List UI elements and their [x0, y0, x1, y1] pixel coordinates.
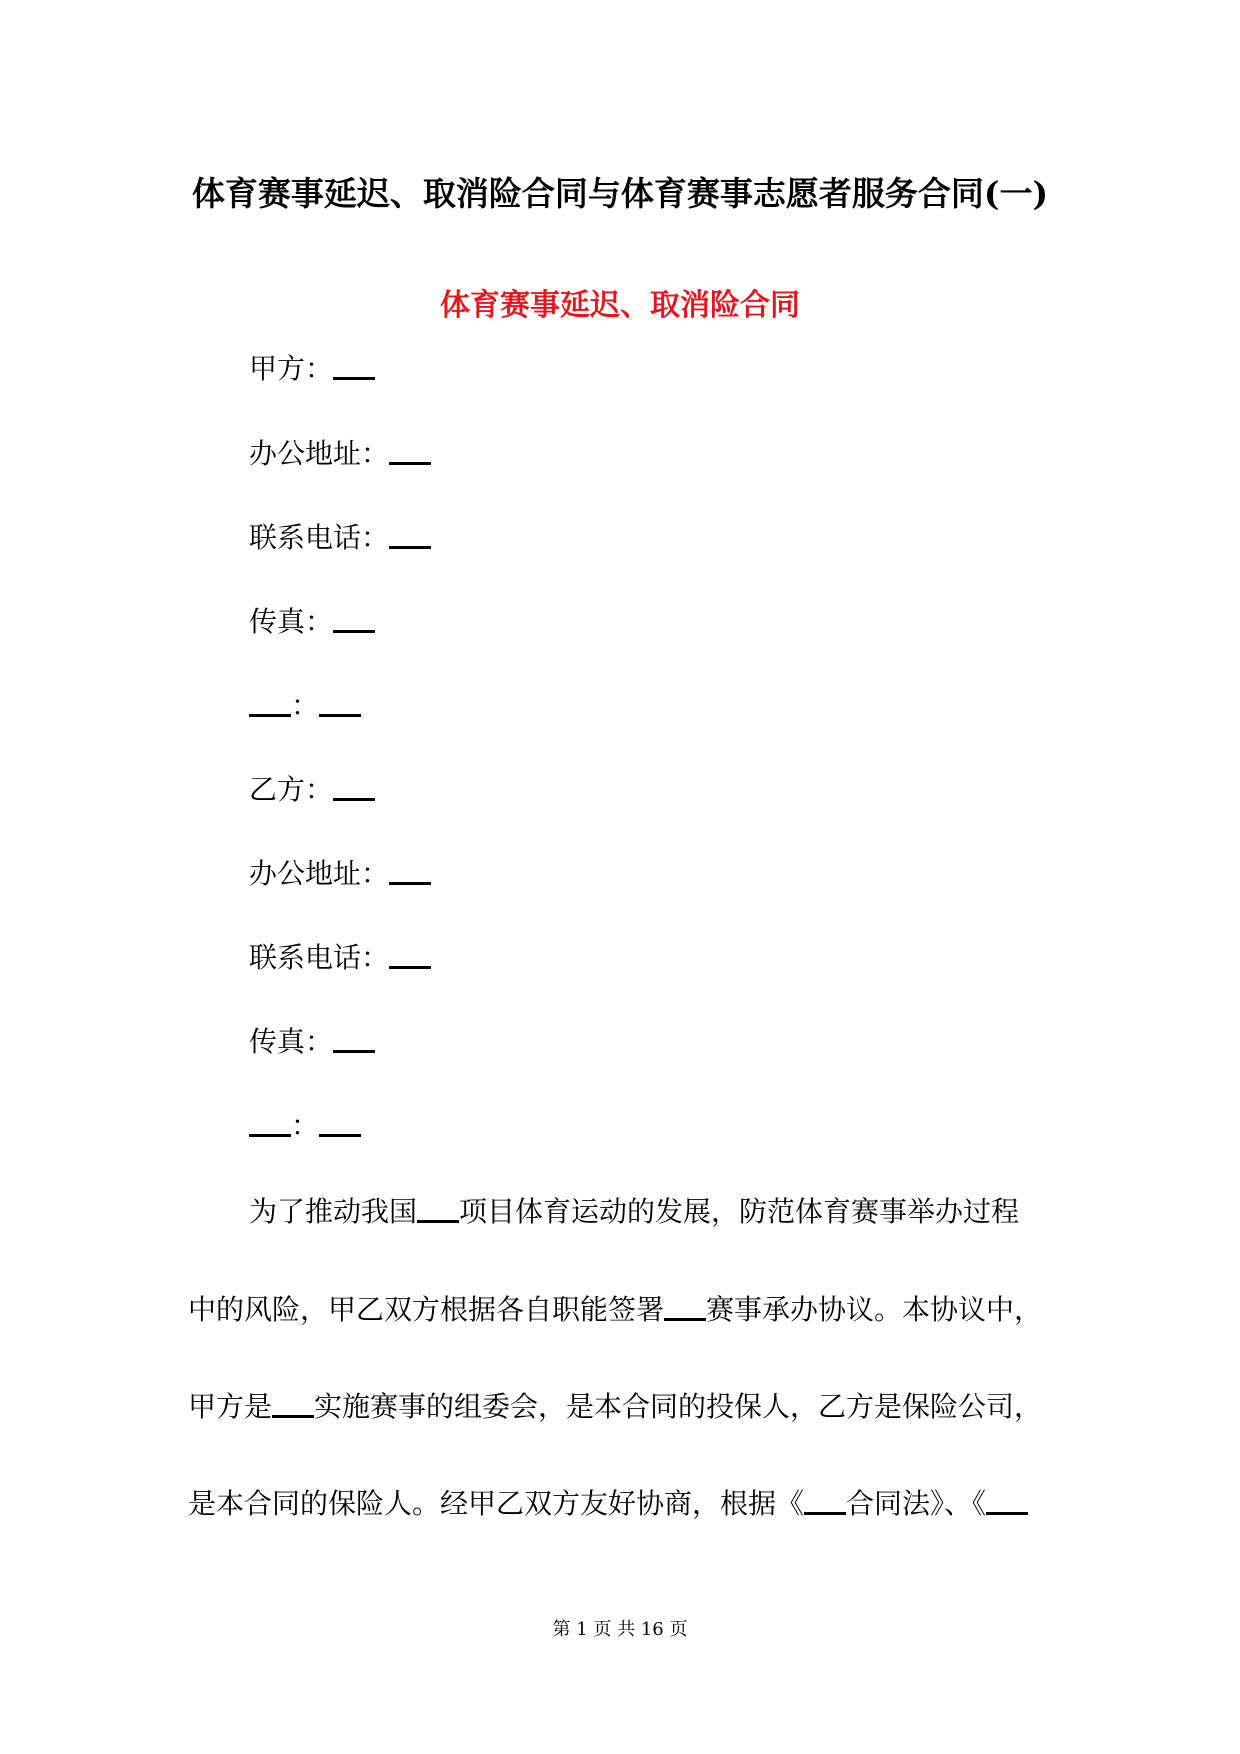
party-a-address-field	[249, 432, 431, 474]
party-b-phone-blank	[389, 936, 431, 969]
party-b-extra-separator: ：	[291, 1109, 320, 1142]
party-a-label: 甲方：	[249, 352, 334, 385]
party-b-extra-field	[249, 1104, 361, 1146]
party-b-fax-label: 传真：	[249, 1025, 334, 1058]
body-line-3-blank	[272, 1385, 314, 1418]
party-a-phone-blank	[389, 516, 431, 549]
body-line-2-blank	[664, 1288, 706, 1321]
contract-subtitle: 体育赛事延迟、取消险合同	[440, 288, 800, 323]
party-a-fax-label: 传真：	[249, 605, 334, 638]
body-line-1-part-b: 项目体育运动的发展，防范体育赛事举办过程	[459, 1195, 1020, 1228]
party-a-phone-label: 联系电话：	[249, 521, 390, 554]
party-b-extra-value-blank	[319, 1104, 361, 1137]
party-a-phone-field	[249, 516, 431, 558]
party-a-fax-field	[249, 600, 375, 642]
party-a-extra-key-blank	[249, 684, 291, 717]
party-b-label: 乙方：	[249, 773, 334, 806]
body-line-4-blank-2	[986, 1482, 1028, 1515]
body-line-2-part-a: 中的风险，甲乙双方根据各自职能签署	[188, 1293, 665, 1326]
party-b-address-field	[249, 852, 431, 894]
body-line-3	[188, 1385, 1068, 1427]
body-line-2-part-b: 赛事承办协议。本协议中，	[706, 1293, 1043, 1326]
party-a-address-blank	[389, 432, 431, 465]
party-b-fax-field	[249, 1020, 375, 1062]
party-a-extra-field	[249, 684, 361, 726]
body-line-4	[188, 1482, 1068, 1524]
body-line-1	[249, 1190, 1069, 1232]
body-line-4-part-b: 合同法》、《	[846, 1487, 987, 1520]
party-b-phone-field	[249, 936, 431, 978]
body-line-3-part-a: 甲方是	[188, 1390, 273, 1423]
party-b-phone-label: 联系电话：	[249, 941, 390, 974]
party-b-fax-blank	[333, 1020, 375, 1053]
party-b-address-label: 办公地址：	[249, 857, 390, 890]
body-line-4-part-a: 是本合同的保险人。经甲乙双方友好协商，根据《	[188, 1487, 805, 1520]
body-line-1-part-a: 为了推动我国	[249, 1195, 418, 1228]
body-line-2	[188, 1288, 1068, 1330]
party-a-address-label: 办公地址：	[249, 437, 390, 470]
party-a-fax-blank	[333, 600, 375, 633]
body-line-4-blank-1	[804, 1482, 846, 1515]
party-a-blank	[333, 347, 375, 380]
body-line-3-part-b: 实施赛事的组委会，是本合同的投保人，乙方是保险公司，	[314, 1390, 1043, 1423]
party-b-extra-key-blank	[249, 1104, 291, 1137]
party-a-extra-separator: ：	[291, 689, 320, 722]
page-footer: 第 1 页 共 16 页	[552, 1619, 688, 1640]
party-b-blank	[333, 768, 375, 801]
body-line-1-blank	[417, 1190, 459, 1223]
party-a-field	[249, 347, 375, 389]
party-b-address-blank	[389, 852, 431, 885]
party-b-field	[249, 768, 375, 810]
party-a-extra-value-blank	[319, 684, 361, 717]
document-title: 体育赛事延迟、取消险合同与体育赛事志愿者服务合同(一)	[191, 174, 1049, 213]
